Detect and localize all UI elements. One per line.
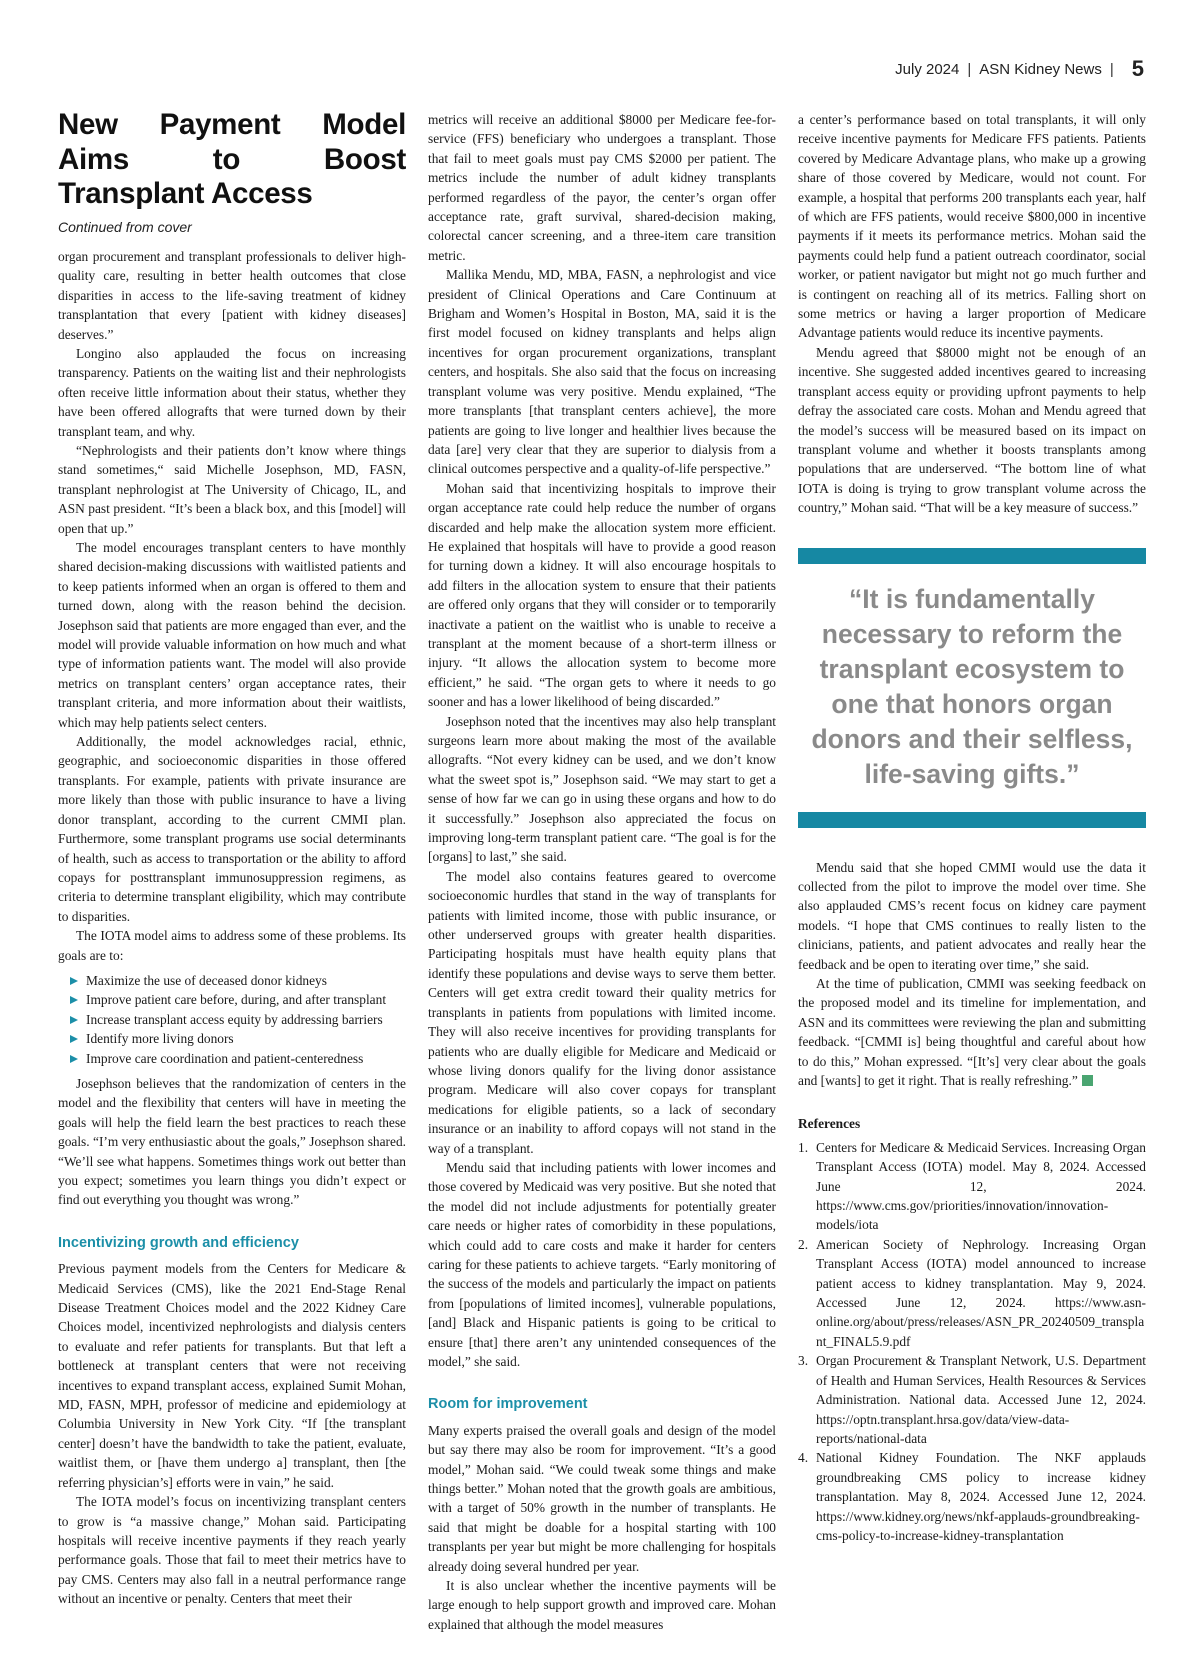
page-number: 5 [1131, 56, 1144, 81]
publication-name: ASN Kidney News [979, 60, 1102, 78]
paragraph: Josephson believes that the randomization of centers in the model and the flexibility that centers will have in meeting the goals will help the field learn the best practices to reach these goals. “I’m very enthusiastic about the goals,” Josephson shared. “We’ll see what happens. Sometimes things work out better than you expect; sometimes you learn things you didn’t expect or find out everything you thought was wrong.” [58, 1075, 406, 1208]
paragraph: “Nephrologists and their patients don’t know where things stand sometimes,“ said Michelle Josephson, MD, FASN, transplant nephrologist at The University of Chicago, IL, and ASN past president. “It’s been a black box, and this [model] will open that up.” [58, 442, 406, 536]
triangle-bullet-icon [70, 977, 78, 985]
pull-quote-text: “It is fundamentally necessary to reform the transplant ecosystem to one that honors organ donors and their selfless, life-saving gifts.” [811, 583, 1133, 789]
paragraph: Many experts praised the overall goals and design of the model but say there may also be room for improvement. “It’s a good model,” Mohan said. “We could tweak some things and make things better.” Mohan noted that the growth goals are ambitious, with a target of 50% growth in the number of transplants. He said that might be doable for a hospital starting with 100 transplants per year but might be more challenging for hospitals already doing several hundred per year. [428, 1422, 776, 1574]
reference-number: 3. [798, 1353, 809, 1369]
reference-text: National Kidney Foundation. The NKF applauds groundbreaking CMS policy to increase kidney transplantation. May 8, 2024. Accessed June 12, 2024. https://www.kidney.org/news/nkf-applauds-groundbreaking-cms-policy-to-increase-kidney-transplantation [816, 1450, 1146, 1543]
paragraph: Mendu said that including patients with lower incomes and those covered by Medicaid was very positive. But she noted that the model did not include adjustments for potentially greater care needs or higher rates of comorbidity in these populations, which could add to care costs and make it harder for centers caring for these patients to achieve targets. “Early monitoring of the success of the models and particularly the impact on patients from [populations of limited incomes], vulnerable populations, [and] Black and Hispanic patients is going to be critical to ensure [that] there aren’t any unintended consequences of the model,” she said. [428, 1159, 776, 1369]
list-item [58, 1049, 406, 1068]
paragraph: The IOTA model’s focus on incentivizing transplant centers to grow is “a massive change,” Mohan said. Participating hospitals will receive incentive payments if they reach yearly performance goals. Those that fail to meet their metrics have to pay CMS. Centers may also fall in a neutral performance range without an incentive or penalty. Centers that meet their [58, 1494, 406, 1607]
reference-text: American Society of Nephrology. Increasing Organ Transplant Access (IOTA) model announced to increase patient access to kidney transplantation. May 9, 2024. Accessed June 12, 2024. https://www.asn-online.org/about/press/releases/ASN_PR_20240509_transplant_FINAL5.9.pdf [816, 1236, 1146, 1349]
header-separator: | [1109, 60, 1114, 78]
paragraph: Mendu agreed that $8000 might not be enough of an incentive. She suggested added incentives geared to increasing transplant access equity or providing upfront payments to help defray the associated care costs. Mohan and Mendu agreed that the model’s success will be measured based on its impact on transplant volume and whether it boosts transplants among populations that are underserved. “The bottom line of what IOTA is doing is trying to grow transplant volume across the country,” Mohan said. “That will be a key measure of success.” [798, 344, 1146, 516]
column-3 [798, 110, 1146, 1545]
reference-text: Centers for Medicare & Medicaid Services. Increasing Organ Transplant Access (IOTA) model. May 8, 2024. Accessed June 12, 2024. https://www.cms.gov/priorities/innovation/innovation-models/iota [816, 1139, 1146, 1233]
end-of-article-icon [1082, 1075, 1093, 1086]
references-list [798, 1138, 1146, 1546]
quote-bar-bottom [798, 812, 1146, 828]
goal-text: Improve care coordination and patient-centeredness [86, 1050, 364, 1066]
pull-quote [798, 548, 1146, 828]
paragraph: Longino also applauded the focus on increasing transparency. Patients on the waiting list and their nephrologists often receive little information about their status, whether they have been offered allografts that were turned down by their transplant team, and why. [58, 345, 406, 439]
reference-text: Organ Procurement & Transplant Network, U.S. Department of Health and Human Services, Health Resources & Services Administration. National data. Accessed June 12, 2024. https://optn.transplant.hrsa.gov/data/view-data-reports/national-data [816, 1353, 1146, 1446]
list-item [58, 990, 406, 1009]
paragraph: The model encourages transplant centers to have monthly shared decision-making discussions with waitlisted patients and to keep patients informed when an organ is offered to them and turned down, along with the reason behind the decision. Josephson said that patients are more engaged than ever, and the model will provide valuable information on how much and what type of information patients want. The model will also provide metrics on transplant centers’ organ acceptance rates, their transplant criteria, and more information about their waitlists, which may help patients select centers. [58, 540, 406, 730]
column-1 [58, 108, 406, 1609]
section-heading: Incentivizing growth and efficiency [58, 1234, 299, 1251]
goal-text: Maximize the use of deceased donor kidneys [86, 972, 327, 988]
triangle-bullet-icon [70, 1016, 78, 1024]
list-item [798, 1235, 1146, 1351]
paragraph-text: At the time of publication, CMMI was seeking feedback on the proposed model and its timeline for implementation, and ASN and its committees were reviewing the plan and submitting feedback. “[CMMI is] being thoughtful and careful about how to do this,” Mohan expressed. “[It’s] very clear about the goals and [wants] to get it right. That is really refreshing.” [798, 975, 1146, 1088]
goal-text: Increase transplant access equity by addressing barriers [86, 1011, 383, 1027]
quote-bar-top [798, 548, 1146, 564]
list-item [58, 971, 406, 990]
paragraph: Additionally, the model acknowledges racial, ethnic, geographic, and socioeconomic disparities in those offered transplants. For example, patients with private insurance are more likely than those with public insurance to have a living donor transplant, according to the current CMMI plan. Furthermore, some transplant programs use social determinants of health, such as access to transportation or the ability to afford copays for posttransplant immunosuppression regimens, as criteria to determine transplant eligibility, which may contribute to disparities. [58, 734, 406, 924]
paragraph: The model also contains features geared to overcome socioeconomic hurdles that stand in the way of transplants for patients with limited income, those with public insurance, or other underserved groups with greater health disparities. Participating hospitals must have health equity plans that identify these populations and devise ways to serve them better. Centers will get extra credit toward their quality metrics for transplants in patients from populations with limited income. They will also receive incentives for providing transplants for patients who are dually eligible for Medicare and Medicaid or whose living donors qualify for the living donor assistance program. Medicare will also cover copays for transplant medications for eligible patients, so a lack of secondary insurance or an inability to afford copays will not stand in the way of a transplant. [428, 868, 776, 1156]
reference-number: 2. [798, 1236, 809, 1252]
paragraph: organ procurement and transplant professionals to deliver high-quality care, resulting in better health outcomes that close disparities in access to the life-saving treatment of kidney transplantation that every [patient with kidney diseases] deserves.” [58, 248, 406, 342]
goal-text: Identify more living donors [86, 1031, 234, 1047]
paragraph: Mohan said that incentivizing hospitals to improve their organ acceptance rate could help reduce the number of organs discarded and help make the allocation system more efficient. He explained that hospitals will have to provide a good reason for turning down a kidney. It will also encourage hospitals to add filters in the allocation system to ensure that their patients are offered only organs that they will consider or to temporarily inactivate a patient on the waitlist who is unable to receive a transplant at the moment because of a short-term illness or injury. “It allows the allocation system to become more efficient,” he said. “The organ gets to where it needs to go sooner and has a lower likelihood of being discarded.” [428, 480, 776, 710]
paragraph: Mendu said that she hoped CMMI would use the data it collected from the pilot to improve the model over time. She also applauded CMS’s recent focus on kidney care payment models. “I hope that CMS continues to really listen to the clinicians, patients, and patient advocates and really hear the feedback and be open to iterating over time,” she said. [798, 859, 1146, 972]
paragraph: Mallika Mendu, MD, MBA, FASN, a nephrologist and vice president of Clinical Operations and Care Continuum at Brigham and Women’s Hospital in Boston, MA, said it is the first model focused on kidney transplants and helps align incentives for organ procurement organizations, transplant centers, and hospitals. She also said that the focus on increasing transplant volume was very positive. Mendu explained, “The more transplants [that transplant centers achieve], the more patients are going to live longer and healthier lives because the data [are] very clear that they are superior to dialysis from a clinical outcomes perspective and a quality-of-life perspective.” [428, 267, 776, 477]
paragraph: The IOTA model aims to address some of these problems. Its goals are to: [58, 928, 406, 963]
triangle-bullet-icon [70, 1035, 78, 1043]
list-item [58, 1010, 406, 1029]
list-item [798, 1351, 1146, 1448]
paragraph [798, 974, 1146, 1090]
goals-list [58, 971, 406, 1068]
paragraph: metrics will receive an additional $8000 per Medicare fee-for-service (FFS) beneficiary who undergoes a transplant. Those that fail to meet goals must pay CMS $2000 per patient. The metrics include the number of adult kidney transplants performed regardless of the payor, the center’s organ offer acceptance rate, graft survival, shared-decision making, colorectal cancer screening, and a three-item care transition metric. [428, 112, 776, 263]
triangle-bullet-icon [70, 1055, 78, 1063]
continued-note: Continued from cover [58, 218, 192, 235]
header-separator: | [967, 60, 972, 78]
list-item [58, 1029, 406, 1048]
references-heading: References [798, 1116, 861, 1132]
column-2 [428, 110, 776, 1634]
list-item [798, 1448, 1146, 1545]
issue-date: July 2024 [895, 60, 960, 78]
paragraph: It is also unclear whether the incentive payments will be large enough to help support growth and improved care. Mohan explained that although the model measures [428, 1578, 776, 1632]
article-title: New Payment Model Aims to Boost Transplant Access [58, 108, 406, 210]
paragraph: Josephson noted that the incentives may also help transplant surgeons learn more about making the most of the available allografts. “Not every kidney can be used, and we don’t know what the sweet spot is,” Josephson said. “We may start to get a sense of how far we can go in using these organs and how to do it successfully.” Josephson also appreciated the focus on improving long-term transplant patient care. “The goal is for the [organs] to last,” she said. [428, 713, 776, 865]
section-heading: Room for improvement [428, 1396, 588, 1413]
list-item [798, 1138, 1146, 1235]
paragraph: Previous payment models from the Centers for Medicare & Medicaid Services (CMS), like the 2021 End-Stage Renal Disease Treatment Choices model and the 2022 Kidney Care Choices model, incentivized nephrologists and dialysis centers to evaluate and refer patients for transplants. But that left a bottleneck at transplant centers that were not receiving incentives to expand transplant access, explained Sumit Mohan, MD, FASN, MPH, professor of medicine and epidemiology at Columbia University in New York City. “If [the transplant center] doesn’t have the bandwidth to take the patient, evaluate, waitlist them, or [have them undergo a] transplant, then [the referring physician’s] efforts were in vain,” he said. [58, 1261, 406, 1490]
reference-number: 1. [798, 1139, 809, 1155]
page-header [895, 56, 1144, 82]
goal-text: Improve patient care before, during, and after transplant [86, 992, 387, 1008]
reference-number: 4. [798, 1450, 809, 1466]
triangle-bullet-icon [70, 996, 78, 1004]
paragraph: a center’s performance based on total transplants, it will only receive incentive payments for Medicare FFS patients. Patients covered by Medicare Advantage plans, who make up a growing share of those covered by Medicare, would not count. For example, a hospital that performs 200 transplants each year, half of which are FFS patients, would receive $800,000 in incentive payments if it meets its performance metrics. Mohan said the payments could help fund a patient outreach coordinator, social worker, or patient navigator but might not go much further and is contingent on reaching all of its metrics. Falling short on some metrics or having a larger proportion of Medicare Advantage patients would reduce its incentive payments. [798, 112, 1146, 341]
